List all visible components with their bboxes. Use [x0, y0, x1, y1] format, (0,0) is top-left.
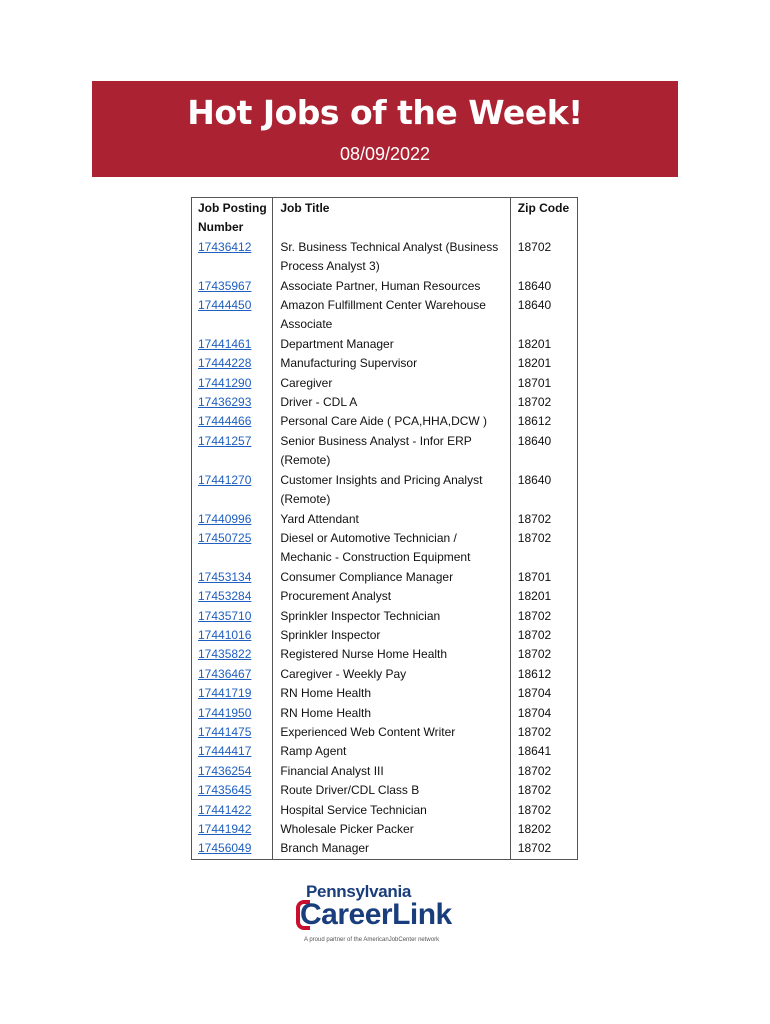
zip-code-cell: 18702 [510, 393, 577, 412]
job-title-cell: Driver - CDL A [273, 393, 510, 412]
posting-number-link[interactable]: 17444466 [198, 414, 252, 429]
posting-number-link[interactable]: 17435645 [198, 783, 252, 798]
zip-code-cell: 18201 [510, 335, 577, 354]
posting-number-link[interactable]: 17441016 [198, 627, 252, 642]
table-row [192, 238, 578, 277]
posting-number-link[interactable]: 17453284 [198, 589, 252, 604]
table-row [192, 665, 578, 684]
posting-number-link[interactable]: 17441942 [198, 822, 252, 836]
posting-number-link[interactable]: 17444417 [198, 744, 252, 759]
jobs-table [191, 197, 578, 860]
table-row [192, 742, 578, 761]
jobs-table-body [192, 238, 578, 860]
posting-number-cell [192, 723, 273, 742]
posting-number-link[interactable]: 17441719 [198, 686, 252, 701]
posting-number-cell [192, 801, 273, 820]
job-title-cell: Wholesale Picker Packer [273, 820, 510, 839]
logo-tagline: A proud partner of the AmericanJobCenter network [304, 937, 440, 943]
job-title-cell: Ramp Agent [273, 742, 510, 761]
posting-number-cell [192, 626, 273, 645]
table-row [192, 529, 578, 568]
header-zip-code: Zip Code [510, 198, 577, 238]
posting-number-link[interactable]: 17436293 [198, 395, 252, 410]
table-row [192, 471, 578, 510]
header-job-title: Job Title [273, 198, 510, 238]
zip-code-cell: 18640 [510, 432, 577, 471]
posting-number-cell [192, 704, 273, 723]
posting-number-cell [192, 607, 273, 626]
table-row [192, 723, 578, 742]
table-row [192, 393, 578, 412]
job-title-cell: Department Manager [273, 335, 510, 354]
zip-code-cell: 18702 [510, 801, 577, 820]
posting-number-link[interactable]: 17441475 [198, 724, 252, 739]
table-row [192, 277, 578, 296]
job-title-cell: Amazon Fulfillment Center Warehouse Associate [273, 296, 510, 335]
logo-name: CareerLink [300, 898, 452, 931]
posting-number-link[interactable]: 17435710 [198, 608, 252, 623]
posting-number-cell [192, 277, 273, 296]
zip-code-cell: 18640 [510, 471, 577, 510]
job-title-cell: RN Home Health [273, 704, 510, 723]
posting-number-link[interactable]: 17456049 [198, 841, 252, 856]
posting-number-cell [192, 529, 273, 568]
posting-number-cell [192, 432, 273, 471]
posting-number-link[interactable]: 17441950 [198, 705, 252, 720]
zip-code-cell: 18702 [510, 529, 577, 568]
posting-number-link[interactable]: 17436467 [198, 666, 252, 681]
posting-number-cell [192, 781, 273, 800]
job-title-cell: Yard Attendant [273, 510, 510, 529]
job-title-cell: Sr. Business Technical Analyst (Business Process Analyst 3) [273, 238, 510, 277]
posting-number-link[interactable]: 17436412 [198, 239, 252, 254]
page-date: 08/09/2022 [339, 144, 431, 164]
zip-code-cell: 18640 [510, 296, 577, 335]
zip-code-cell: 18701 [510, 374, 577, 393]
table-row [192, 587, 578, 606]
posting-number-cell [192, 238, 273, 277]
zip-code-cell: 18202 [510, 820, 577, 839]
zip-code-cell: 18702 [510, 839, 577, 859]
posting-number-link[interactable]: 17441290 [198, 375, 252, 390]
table-header-row [192, 198, 578, 238]
table-row [192, 335, 578, 354]
job-title-cell: RN Home Health [273, 684, 510, 703]
posting-number-cell [192, 568, 273, 587]
job-title-cell: Senior Business Analyst - Infor ERP (Remote) [273, 432, 510, 471]
table-row [192, 510, 578, 529]
header-posting-number: Job Posting Number [192, 198, 273, 238]
job-title-cell: Route Driver/CDL Class B [273, 781, 510, 800]
job-title-cell: Customer Insights and Pricing Analyst (Remote) [273, 471, 510, 510]
posting-number-cell [192, 587, 273, 606]
job-title-cell: Sprinkler Inspector Technician [273, 607, 510, 626]
posting-number-cell [192, 820, 273, 839]
table-row [192, 354, 578, 373]
posting-number-cell [192, 335, 273, 354]
job-title-cell: Financial Analyst III [273, 762, 510, 781]
zip-code-cell: 18640 [510, 277, 577, 296]
zip-code-cell: 18702 [510, 607, 577, 626]
zip-code-cell: 18201 [510, 354, 577, 373]
zip-code-cell: 18201 [510, 587, 577, 606]
posting-number-cell [192, 510, 273, 529]
zip-code-cell: 18612 [510, 665, 577, 684]
logo-state: Pennsylvania [306, 882, 412, 901]
table-row [192, 704, 578, 723]
posting-number-link[interactable]: 17435967 [198, 278, 252, 293]
table-row [192, 801, 578, 820]
posting-number-cell [192, 471, 273, 510]
posting-number-cell [192, 412, 273, 431]
job-title-cell: Hospital Service Technician [273, 801, 510, 820]
zip-code-cell: 18702 [510, 510, 577, 529]
table-row [192, 374, 578, 393]
careerlink-logo [296, 882, 466, 948]
zip-code-cell: 18702 [510, 238, 577, 277]
posting-number-cell [192, 762, 273, 781]
zip-code-cell: 18612 [510, 412, 577, 431]
job-title-cell: Diesel or Automotive Technician / Mechanic - Construction Equipment [273, 529, 510, 568]
table-row [192, 781, 578, 800]
posting-number-link[interactable]: 17444228 [198, 356, 252, 371]
posting-number-link[interactable]: 17441461 [198, 336, 252, 351]
zip-code-cell: 18704 [510, 684, 577, 703]
posting-number-cell [192, 393, 273, 412]
zip-code-cell: 18702 [510, 762, 577, 781]
job-title-cell: Consumer Compliance Manager [273, 568, 510, 587]
posting-number-cell [192, 684, 273, 703]
job-title-cell: Caregiver - Weekly Pay [273, 665, 510, 684]
job-title-cell: Branch Manager [273, 839, 510, 859]
table-row [192, 839, 578, 859]
table-row [192, 762, 578, 781]
posting-number-link[interactable]: 17453134 [198, 569, 252, 584]
table-row [192, 412, 578, 431]
posting-number-cell [192, 742, 273, 761]
table-row [192, 626, 578, 645]
table-row [192, 607, 578, 626]
table-row [192, 645, 578, 664]
zip-code-cell: 18704 [510, 704, 577, 723]
zip-code-cell: 18701 [510, 568, 577, 587]
posting-number-link[interactable]: 17441422 [198, 802, 252, 817]
zip-code-cell: 18702 [510, 781, 577, 800]
page-title: Hot Jobs of the Week! [187, 93, 583, 132]
posting-number-link[interactable]: 17441270 [198, 472, 252, 487]
posting-number-cell [192, 839, 273, 859]
job-title-cell: Experienced Web Content Writer [273, 723, 510, 742]
table-row [192, 432, 578, 471]
posting-number-link[interactable]: 17444450 [198, 298, 252, 313]
posting-number-link[interactable]: 17441257 [198, 433, 252, 448]
title-banner [92, 81, 678, 177]
zip-code-cell: 18702 [510, 723, 577, 742]
posting-number-link[interactable]: 17435822 [198, 647, 252, 662]
posting-number-link[interactable]: 17440996 [198, 511, 252, 526]
table-row [192, 568, 578, 587]
job-title-cell: Manufacturing Supervisor [273, 354, 510, 373]
table-row [192, 820, 578, 839]
posting-number-cell [192, 374, 273, 393]
job-title-cell: Sprinkler Inspector [273, 626, 510, 645]
job-title-cell: Caregiver [273, 374, 510, 393]
posting-number-cell [192, 296, 273, 335]
job-title-cell: Associate Partner, Human Resources [273, 277, 510, 296]
job-title-cell: Registered Nurse Home Health [273, 645, 510, 664]
zip-code-cell: 18641 [510, 742, 577, 761]
zip-code-cell: 18702 [510, 626, 577, 645]
posting-number-link[interactable]: 17436254 [198, 763, 252, 778]
zip-code-cell: 18702 [510, 645, 577, 664]
posting-number-cell [192, 665, 273, 684]
posting-number-link[interactable]: 17450725 [198, 530, 252, 545]
job-title-cell: Personal Care Aide ( PCA,HHA,DCW ) [273, 412, 510, 431]
table-row [192, 296, 578, 335]
posting-number-cell [192, 354, 273, 373]
posting-number-cell [192, 645, 273, 664]
job-title-cell: Procurement Analyst [273, 587, 510, 606]
table-row [192, 684, 578, 703]
